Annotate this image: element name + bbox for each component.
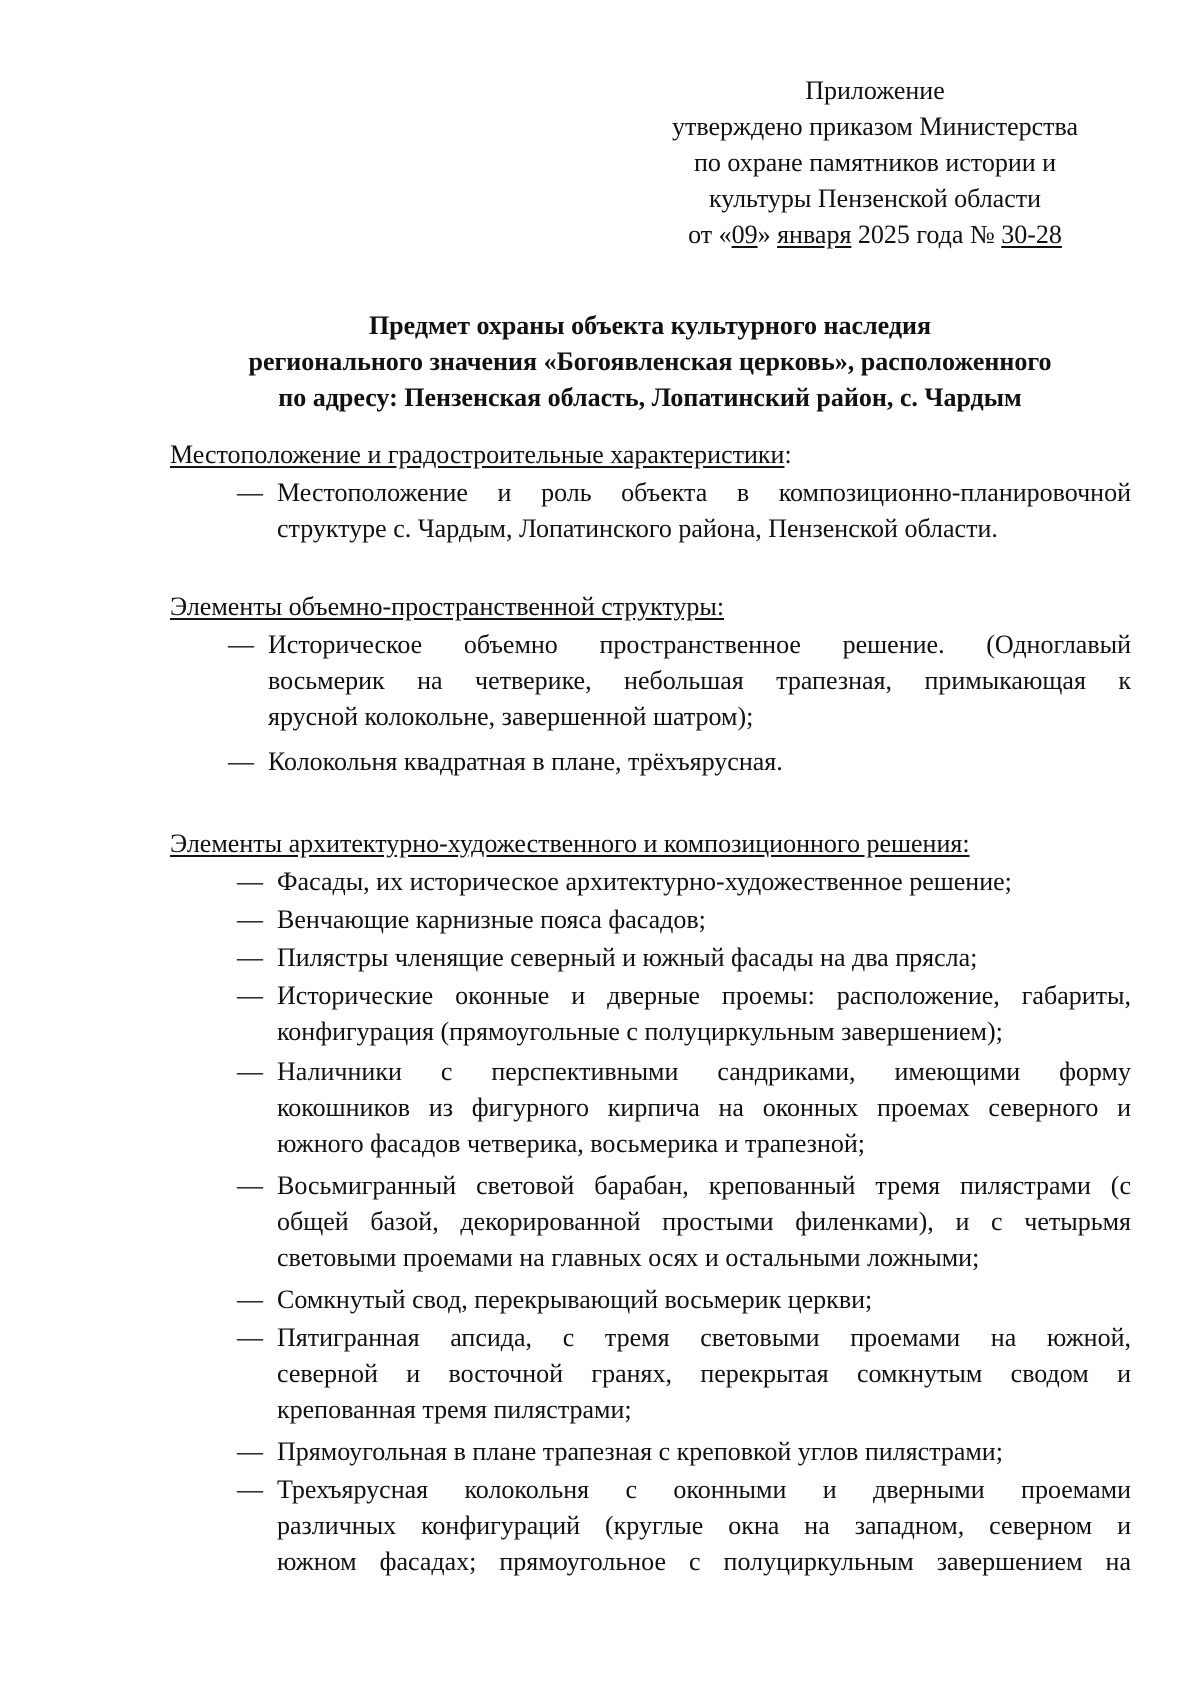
item-line: Трехъярусная колокольня с оконными и дверными проемами xyxy=(277,1475,1131,1504)
appendix-line-4: культуры Пензенской области xyxy=(708,184,1042,213)
appendix-block xyxy=(640,73,1110,253)
list-item xyxy=(237,1054,1131,1162)
dash-marker: — xyxy=(237,478,263,507)
appendix-date-line xyxy=(640,217,1110,253)
dash-marker: — xyxy=(237,943,263,972)
dash-marker: — xyxy=(237,867,263,896)
date-day: 09 xyxy=(731,220,758,249)
item-line: Прямоугольная в плане трапезная с креповкой углов пилястрами; xyxy=(277,1437,1003,1466)
item-line: ярусной колокольне, завершенной шатром); xyxy=(268,702,754,731)
item-line: различных конфигураций (круглые окна на западном, северном и xyxy=(277,1511,1131,1540)
dash-marker: — xyxy=(237,981,263,1010)
dash-marker: — xyxy=(237,1057,263,1086)
item-line: Наличники с перспективными сандриками, имеющими форму xyxy=(277,1057,1131,1086)
title-line-1: Предмет охраны объекта культурного наследия xyxy=(368,311,932,340)
item-line: крепованная тремя пилястрами; xyxy=(277,1395,632,1424)
item-line: Фасады, их историческое архитектурно-художественное решение; xyxy=(277,867,1012,896)
dash-marker: — xyxy=(228,630,254,659)
list-item xyxy=(237,978,1131,1050)
appendix-line-3: по охране памятников истории и xyxy=(693,148,1057,177)
item-line: восьмерик на четверике, небольшая трапезная, примыкающая к xyxy=(268,666,1131,695)
date-month: января xyxy=(777,220,852,249)
list-item xyxy=(237,475,1131,547)
appendix-line-2: утверждено приказом Министерства xyxy=(671,112,1079,141)
section-heading-volume: Элементы объемно-пространственной структуры: xyxy=(170,592,725,621)
list-item xyxy=(237,1434,1131,1470)
item-line: южного фасадов четверика, восьмерика и трапезной; xyxy=(277,1129,866,1158)
item-line: общей базой, декорированной простыми филенками), и с четырьмя xyxy=(277,1207,1131,1236)
item-line: кокошников из фигурного кирпича на оконных проемах северного и xyxy=(277,1093,1131,1122)
list-item xyxy=(237,902,1131,938)
item-line: Местоположение и роль объекта в композиционно-планировочной xyxy=(277,478,1131,507)
list-item xyxy=(228,627,1131,735)
item-line: световыми проемами на главных осях и остальными ложными; xyxy=(277,1243,980,1272)
title-line-2: регионального значения «Богоявленская церковь», расположенного xyxy=(248,347,1052,376)
item-line: Восьмигранный световой барабан, крепованный тремя пилястрами (с xyxy=(277,1171,1131,1200)
item-line: Венчающие карнизные пояса фасадов; xyxy=(277,905,706,934)
item-line: Исторические оконные и дверные проемы: расположение, габариты, xyxy=(277,981,1131,1010)
item-line: Сомкнутый свод, перекрывающий восьмерик церкви; xyxy=(277,1285,873,1314)
dash-marker: — xyxy=(237,1285,263,1314)
dash-marker: — xyxy=(237,1475,263,1504)
order-number: 30-28 xyxy=(1001,220,1062,249)
item-line: Пилястры членящие северный и южный фасады на два прясла; xyxy=(277,943,978,972)
dash-marker: — xyxy=(237,1171,263,1200)
dash-marker: — xyxy=(237,1437,263,1466)
item-line: южном фасадах; прямоугольное с полуциркульным завершением на xyxy=(277,1547,1131,1576)
date-prefix: от « xyxy=(688,220,732,249)
item-line: Историческое объемно пространственное решение. (Одноглавый xyxy=(268,630,1131,659)
item-line: северной и восточной гранях, перекрытая сомкнутым сводом и xyxy=(277,1359,1131,1388)
title-line-3: по адресу: Пензенская область, Лопатинский район, с. Чардым xyxy=(278,383,1022,412)
dash-marker: — xyxy=(228,747,254,776)
item-line: структуре с. Чардым, Лопатинского района, Пензенской области. xyxy=(277,514,998,543)
list-item xyxy=(237,864,1131,900)
appendix-line-1: Приложение xyxy=(805,76,945,105)
date-mid-2: 2025 года № xyxy=(851,220,1002,249)
item-line: Колокольня квадратная в плане, трёхъярусная. xyxy=(268,747,783,776)
list-item xyxy=(228,744,1131,780)
list-item xyxy=(237,1320,1131,1428)
item-line: конфигурация (прямоугольные с полуциркульным завершением); xyxy=(277,1017,1003,1046)
list-item xyxy=(237,940,1131,976)
document-title xyxy=(170,308,1130,416)
section-heading-location xyxy=(170,437,792,473)
section-heading-colon: : xyxy=(784,440,792,469)
dash-marker: — xyxy=(237,1323,263,1352)
item-line: Пятигранная апсида, с тремя световыми проемами на южной, xyxy=(277,1323,1131,1352)
list-item xyxy=(237,1282,1131,1318)
list-item xyxy=(237,1168,1131,1276)
section-heading-architecture: Элементы архитектурно-художественного и композиционного решения: xyxy=(170,829,970,858)
section-heading-text: Местоположение и градостроительные характеристики xyxy=(170,440,785,469)
dash-marker: — xyxy=(237,905,263,934)
list-item xyxy=(237,1472,1131,1580)
date-mid-1: » xyxy=(757,220,778,249)
